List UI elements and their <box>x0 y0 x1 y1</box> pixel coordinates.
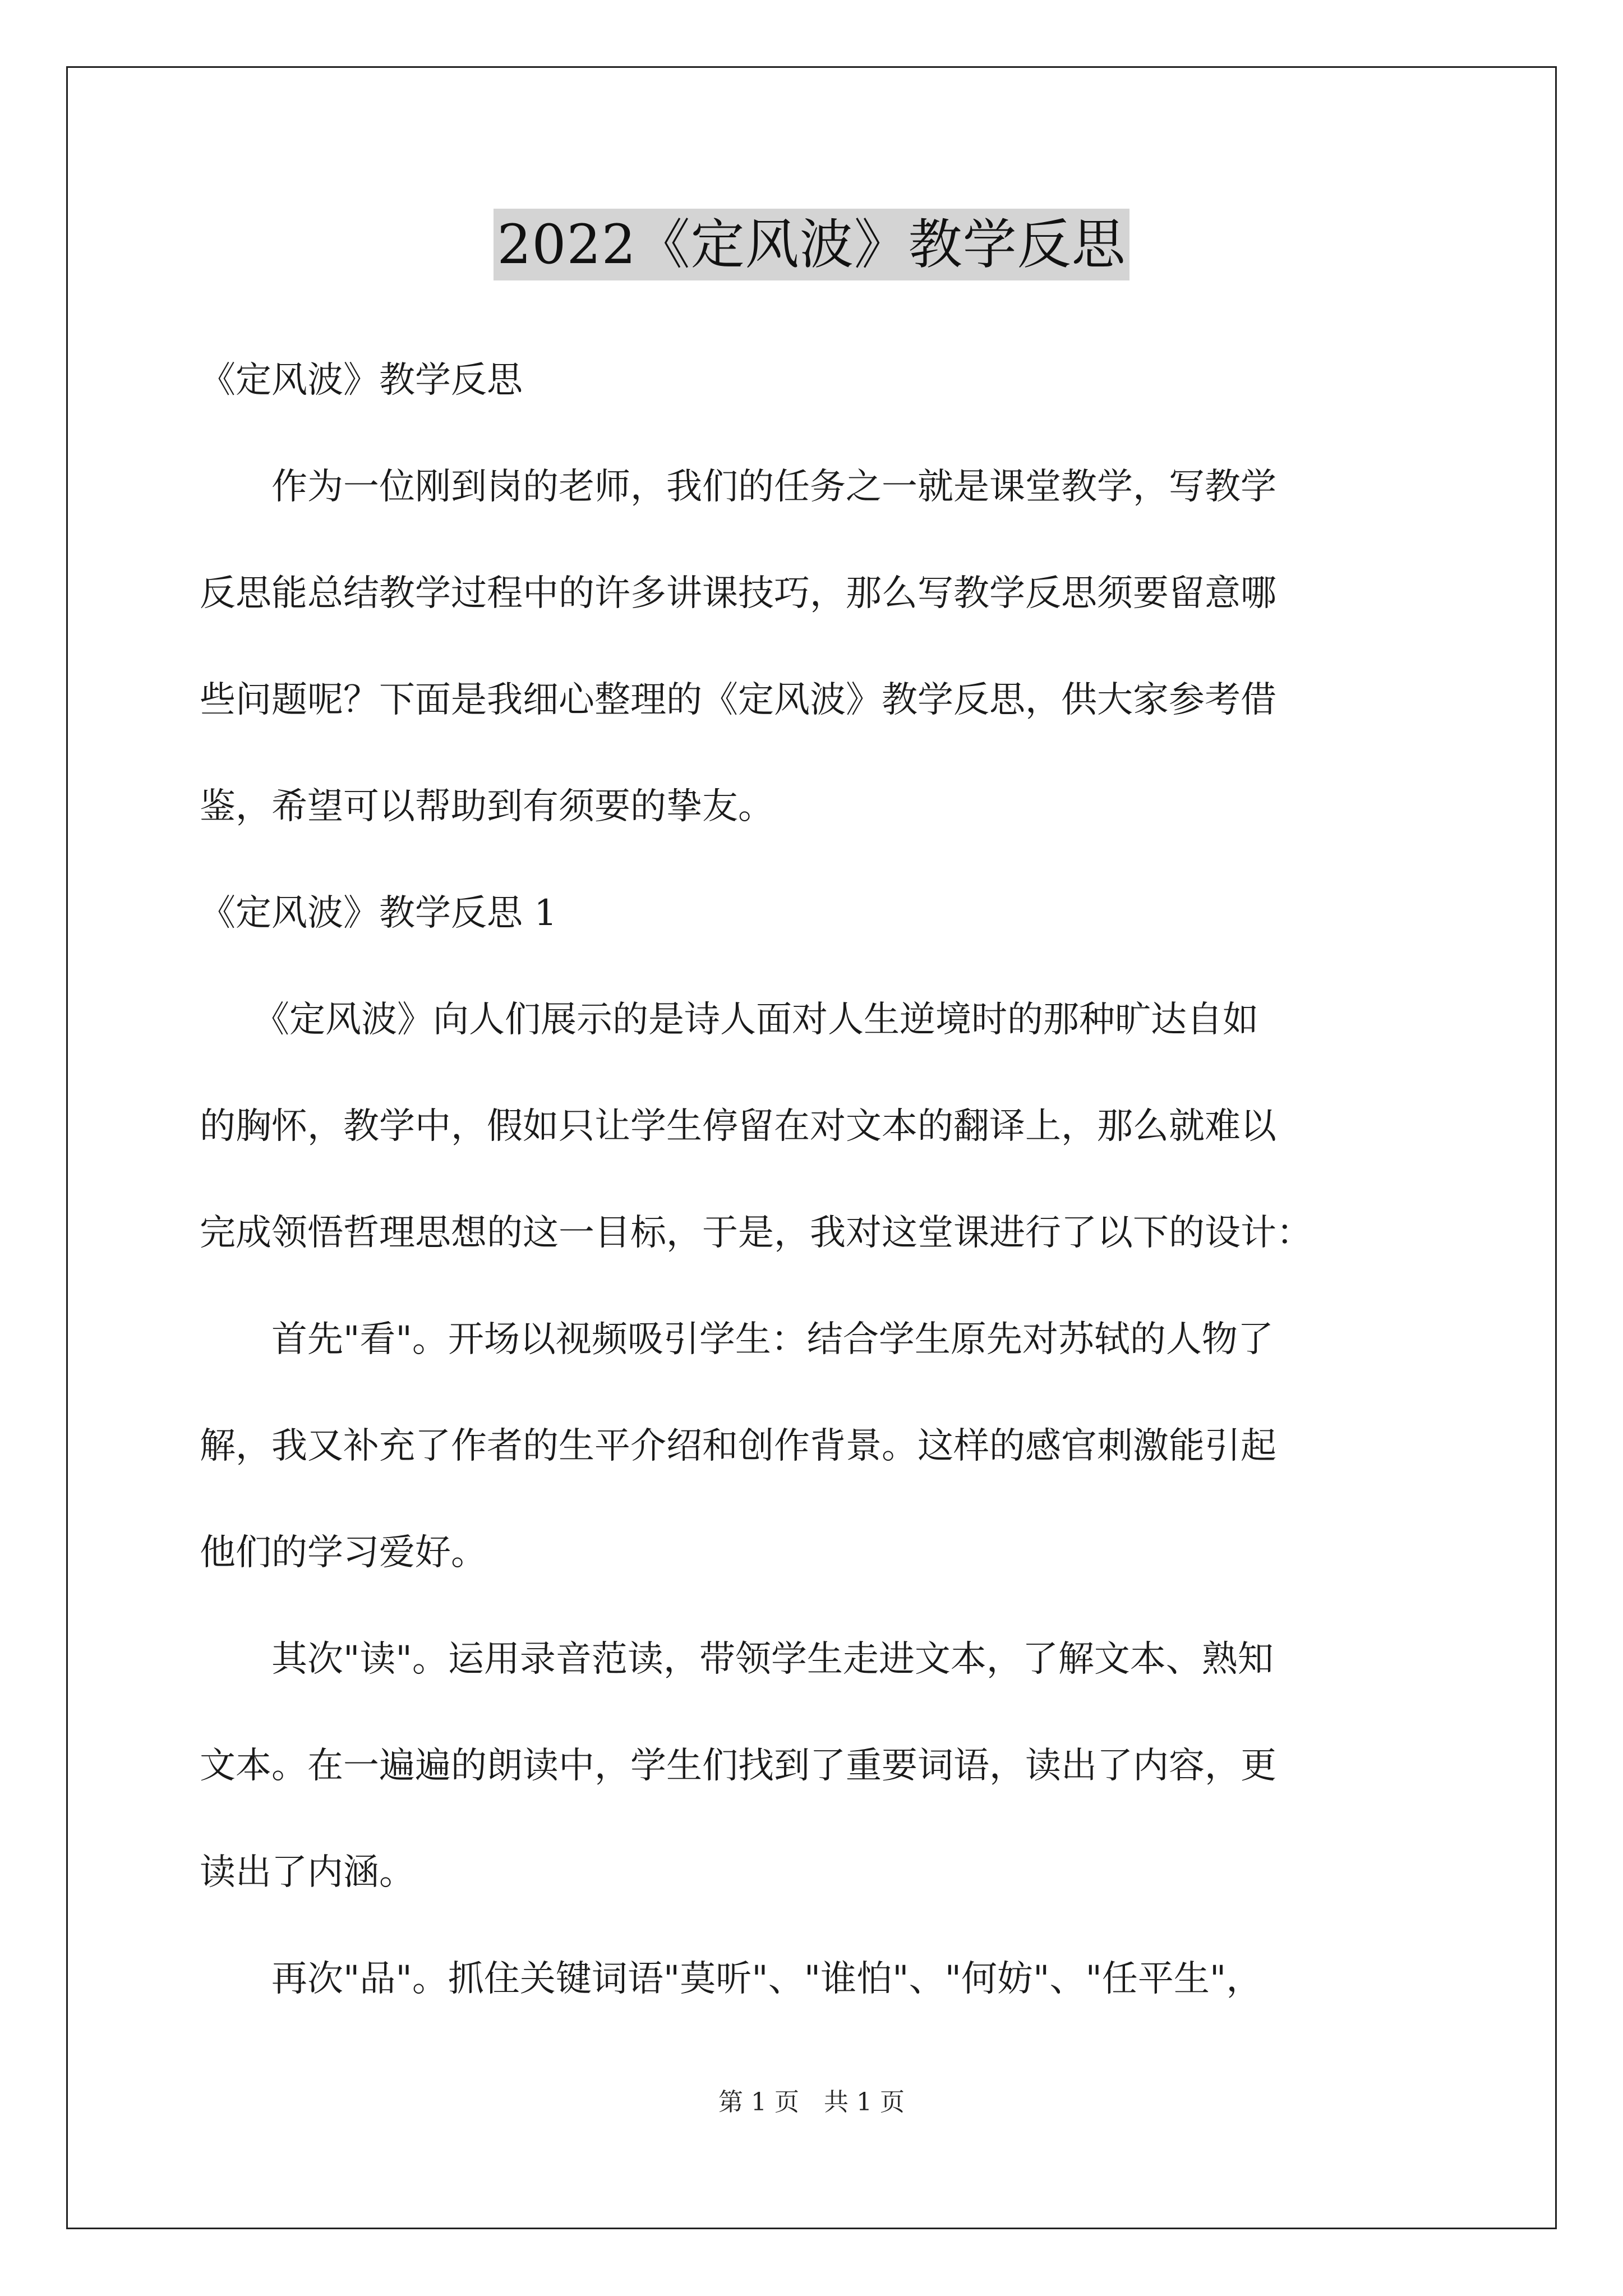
page-number-label: 第 1 页 共 1 页 <box>718 2088 905 2116</box>
section1-para3-line-1: 其次"读"。运用录音范读，带领学生走进文本，了解文本、熟知 <box>200 1639 1274 1680</box>
intro-line-4: 鉴，希望可以帮助到有须要的挚友。 <box>200 786 774 827</box>
intro-line-1: 作为一位刚到岗的老师，我们的任务之一就是课堂教学，写教学 <box>200 466 1276 508</box>
section1-para1-line-2: 的胸怀，教学中，假如只让学生停留在对文本的翻译上，那么就难以 <box>200 1106 1276 1147</box>
section1-para4-line-1: 再次"品"。抓住关键词语"莫听"、"谁怕"、"何妨"、"任平生"， <box>200 1958 1262 2000</box>
document-subtitle: 《定风波》教学反思 <box>200 360 523 401</box>
page-footer <box>0 2087 1623 2118</box>
section1-para2-line-1: 首先"看"。开场以视频吸引学生：结合学生原先对苏轼的人物了 <box>200 1319 1274 1360</box>
section1-para3-line-2: 文本。在一遍遍的朗读中，学生们找到了重要词语，读出了内容，更 <box>200 1745 1276 1787</box>
section1-para1-line-3: 完成领悟哲理思想的这一目标，于是，我对这堂课进行了以下的设计： <box>200 1212 1312 1254</box>
title-area <box>0 209 1623 280</box>
section1-para3-line-3: 读出了内涵。 <box>200 1852 415 1893</box>
section1-para1-line-1: 《定风波》向人们展示的是诗人面对人生逆境时的那种旷达自如 <box>200 999 1258 1041</box>
section-heading: 《定风波》教学反思 1 <box>200 892 557 934</box>
document-title: 2022《定风波》教学反思 <box>494 209 1129 280</box>
section1-para2-line-3: 他们的学习爱好。 <box>200 1532 487 1573</box>
intro-line-2: 反思能总结教学过程中的许多讲课技巧，那么写教学反思须要留意哪 <box>200 573 1276 614</box>
intro-line-3: 些问题呢？下面是我细心整理的《定风波》教学反思，供大家参考借 <box>200 679 1276 721</box>
section1-para2-line-2: 解，我又补充了作者的生平介绍和创作背景。这样的感官刺激能引起 <box>200 1425 1276 1467</box>
